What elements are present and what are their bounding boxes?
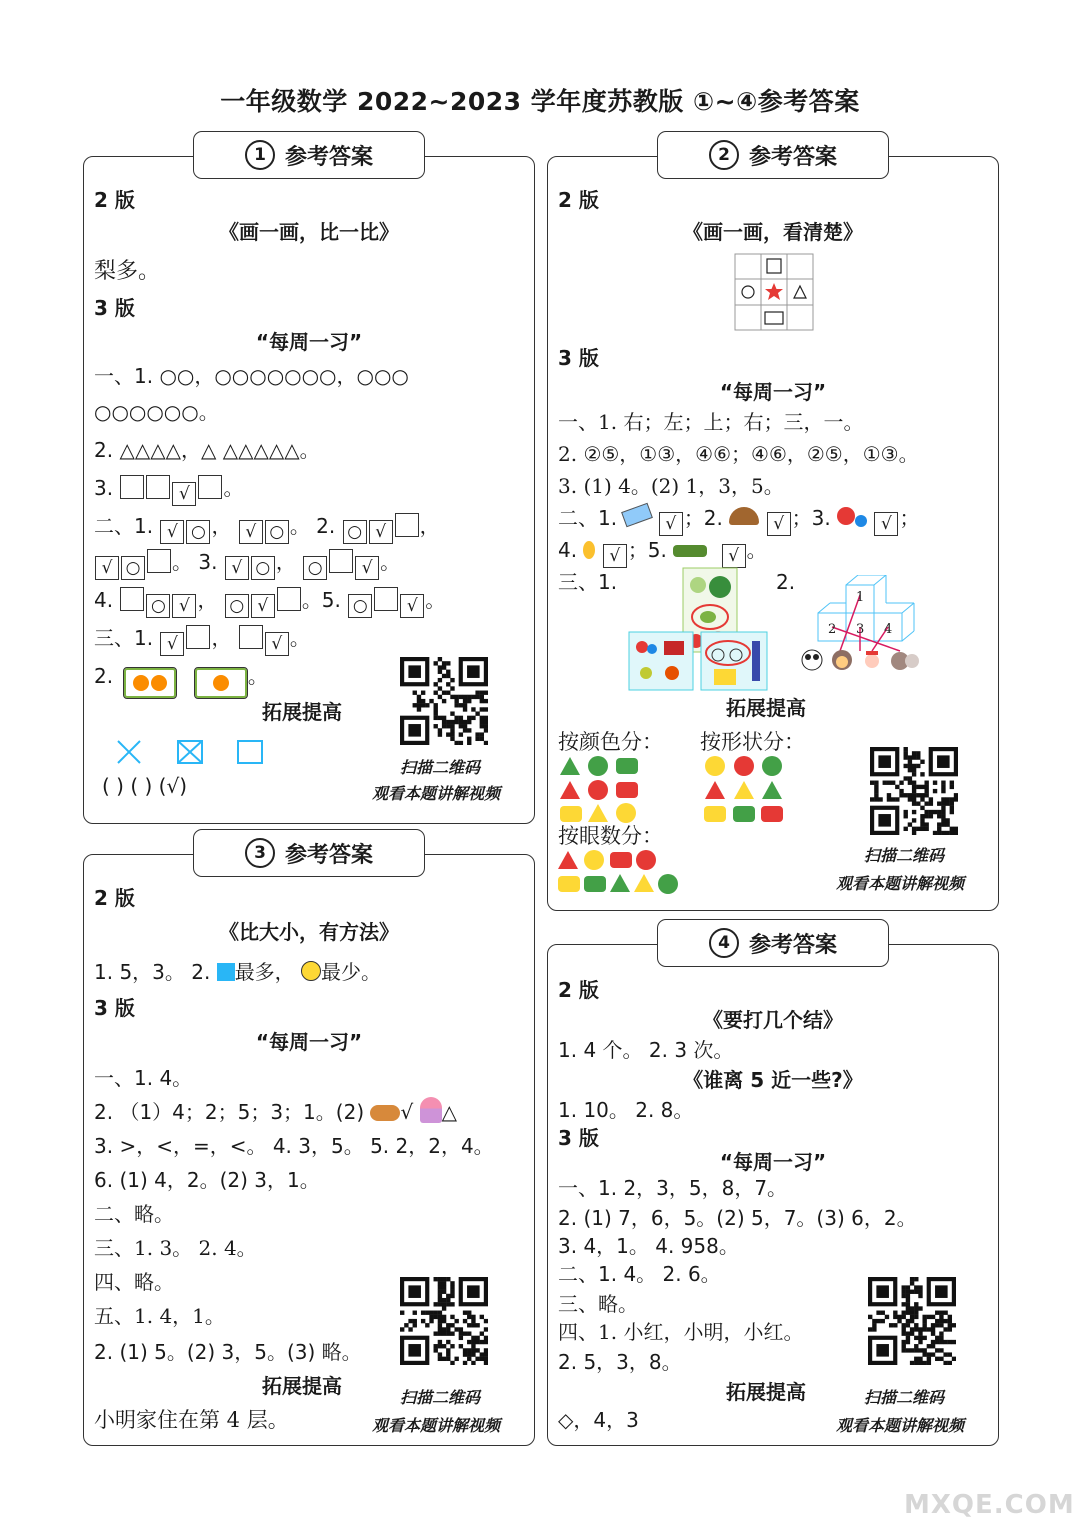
version-label: 3 版 (94, 296, 135, 320)
answer-box: √ (265, 632, 289, 656)
punct: ， (419, 514, 440, 538)
punct: 。 2. (289, 514, 336, 538)
item-number: 2. (776, 570, 796, 594)
answer-box: √ (874, 512, 898, 536)
answer-text: √ (400, 1100, 414, 1124)
answer-box: ○ (225, 594, 249, 618)
answer-line: 一、1. ○○，○○○○○○○，○○○ (94, 364, 409, 388)
answer-panel-3 (83, 854, 535, 1446)
punct: 。 (746, 538, 767, 562)
pineapple-icon (583, 541, 595, 559)
answer-line (94, 475, 243, 506)
extension-title: 拓展提高 (262, 1374, 342, 1398)
answer-box: √ (722, 544, 746, 568)
answer-line (94, 625, 310, 656)
cube-label: 1 (856, 590, 865, 605)
answer-box (186, 625, 210, 649)
punct: 。 (289, 626, 310, 650)
qr-caption: 扫描二维码 (864, 846, 945, 865)
punct: ；2. (683, 506, 723, 530)
version-label: 3 版 (558, 346, 599, 370)
answer-box (329, 549, 353, 573)
circled-number: 3 (245, 838, 275, 868)
answer-box: √ (225, 556, 249, 580)
panel-tab-1 (193, 131, 425, 179)
section-title: 《比大小，有方法》 (219, 920, 399, 944)
section-title: “每周一习” (719, 1150, 827, 1174)
answer-box: √ (160, 632, 184, 656)
panel-tab-4 (657, 919, 889, 967)
answer-line (94, 663, 268, 699)
qr-code (870, 747, 958, 835)
punct: ；3. (791, 506, 831, 530)
qr-caption: 扫描二维码 (400, 1388, 481, 1407)
eraser-icon (622, 503, 654, 528)
answer-box: ○ (343, 520, 367, 544)
qr-caption: 观看本题讲解视频 (836, 874, 965, 893)
answer-box: ○ (265, 520, 289, 544)
cube-label: 4 (884, 622, 893, 637)
circled-number: 2 (709, 140, 739, 170)
answer-line (558, 537, 767, 568)
answer-box: √ (400, 594, 424, 618)
answer-line: 2. ②⑤，①③，④⑥；④⑥，②⑤，①③。 (558, 442, 919, 466)
answer-box: √ (172, 594, 196, 618)
section-title: “每周一习” (255, 1030, 363, 1054)
animals-row (800, 647, 924, 673)
answer-line: 一、1. 4。 (94, 1066, 193, 1090)
answer-box: √ (239, 520, 263, 544)
punct: 。 (247, 664, 268, 688)
answer-line: 1. 4 个。 2. 3 次。 (558, 1038, 734, 1062)
punct: ， (211, 626, 232, 650)
ball-icon (855, 515, 867, 527)
answer-line: 二、略。 (94, 1202, 174, 1226)
section-title: 《要打几个结》 (703, 1008, 843, 1032)
answer-line: 二、1. 4。 2. 6。 (558, 1262, 721, 1286)
tab-label: 参考答案 (284, 144, 373, 170)
answer-box: √ (659, 512, 683, 536)
qr-caption: 观看本题讲解视频 (836, 1416, 965, 1435)
answer-line: 2. 5，3，8。 (558, 1350, 682, 1374)
circled-number: 1 (245, 140, 275, 170)
answer-box: ○ (303, 556, 327, 580)
extension-title: 拓展提高 (262, 700, 342, 724)
punct: 。5. (301, 588, 341, 612)
orange-dot-box (194, 667, 248, 699)
tab-label: 参考答案 (748, 144, 837, 170)
answer-line: 1. 10。 2. 8。 (558, 1098, 694, 1122)
answer-box: ○ (121, 556, 145, 580)
punct: ， (197, 588, 218, 612)
answer-box: √ (355, 556, 379, 580)
item-number: 二、1. (94, 514, 154, 538)
answer-text: 1. 5，3。 2. (94, 960, 211, 984)
answer-line: 3. (1) 4。(2) 1，3，5。 (558, 474, 784, 498)
answer-panel-2 (547, 156, 999, 911)
orange-dots-box (123, 667, 177, 699)
answer-line: 6. (1) 4，2。(2) 3，1。 (94, 1168, 320, 1192)
item-number: 三、1. (94, 626, 154, 650)
answer-line: 四、1. 小红，小明，小红。 (558, 1320, 804, 1344)
answer-line: 三、略。 (558, 1292, 638, 1316)
answer-box (198, 475, 222, 499)
answer-box (374, 587, 398, 611)
hat-icon (729, 507, 759, 525)
answer-line (94, 549, 400, 580)
section-title: 《画一画，比一比》 (219, 220, 399, 244)
version-label: 2 版 (94, 188, 135, 212)
answer-box: ○ (186, 520, 210, 544)
answer-line (94, 1097, 457, 1125)
qr-caption: 扫描二维码 (864, 1388, 945, 1407)
cube-label: 3 (856, 622, 865, 637)
extension-title: 拓展提高 (726, 696, 806, 720)
qr-code (868, 1277, 956, 1365)
answer-line: 一、1. 2，3，5，8，7。 (558, 1176, 788, 1200)
answer-box: √ (160, 520, 184, 544)
answer-box (120, 587, 144, 611)
answer-line: 三、1. 3。 2. 4。 (94, 1236, 257, 1260)
version-label: 2 版 (558, 188, 599, 212)
answer-text: 2. （1）4；2；5；3；1。(2) (94, 1100, 365, 1124)
tab-label: 参考答案 (284, 842, 373, 868)
cupcake-icon (420, 1097, 442, 1123)
punct: ； (899, 506, 920, 530)
punct: 。 (223, 476, 244, 500)
version-label: 3 版 (558, 1126, 599, 1150)
item-number: 二、1. (558, 506, 618, 530)
blue-square-icon (217, 963, 235, 981)
answer-box: ○ (146, 594, 170, 618)
punct: 。 3. (172, 550, 218, 574)
extension-answer: ◇，4，3 (558, 1408, 639, 1432)
answer-box (120, 475, 144, 499)
answer-line: 2. (1) 5。(2) 3，5。(3) 略。 (94, 1340, 362, 1364)
answer-box: √ (172, 482, 196, 506)
item-number: 2. (94, 664, 114, 688)
answer-line: 3. >，<，=，<。 4. 3，5。 5. 2，2，4。 (94, 1134, 494, 1158)
item-number: 4. (558, 538, 578, 562)
punct: ， (275, 550, 296, 574)
version-label: 3 版 (94, 996, 135, 1020)
ping-pong-icon (837, 507, 855, 525)
section-title: “每周一习” (719, 380, 827, 404)
tab-label: 参考答案 (748, 932, 837, 958)
cube-label: 2 (828, 622, 837, 637)
answer-box: ○ (348, 594, 372, 618)
section-title: 《画一画，看清楚》 (683, 220, 863, 244)
answer-box (239, 625, 263, 649)
answer-line: 五、1. 4，1。 (94, 1304, 225, 1328)
punct: 。 (380, 550, 401, 574)
answer-line (558, 505, 919, 536)
extension-shapes (114, 739, 274, 769)
punct: ， (211, 514, 232, 538)
answer-box: √ (603, 544, 627, 568)
version-label: 2 版 (94, 886, 135, 910)
answer-box (147, 549, 171, 573)
watermark: MXQE.COM (904, 1490, 1075, 1520)
yellow-circle-icon (301, 961, 321, 981)
qr-caption: 扫描二维码 (400, 758, 481, 777)
answer-line: 一、1. 右；左；上；右；三，一。 (558, 410, 864, 434)
answer-box: √ (95, 556, 119, 580)
answer-text: 最多， (234, 960, 295, 984)
punct: 。 (425, 588, 446, 612)
answer-text: 最少。 (321, 960, 382, 984)
answer-line: 3. 4，1。 4. 958。 (558, 1234, 739, 1258)
cube-diagram (810, 575, 920, 655)
answer-panel-1 (83, 156, 535, 824)
eye-groups (558, 849, 682, 899)
grid-diagram (734, 253, 814, 331)
answer-box (277, 587, 301, 611)
panel-tab-3 (193, 829, 425, 877)
qr-code (400, 1277, 488, 1365)
section-title: 《谁离 5 近一些?》 (683, 1068, 863, 1092)
group-label: 按眼数分： (558, 824, 663, 848)
qr-caption: 观看本题讲解视频 (372, 784, 501, 803)
answer-box (395, 513, 419, 537)
answer-line: 2. (1) 7，6，5。(2) 5，7。(3) 6，2。 (558, 1206, 917, 1230)
extension-answer: ( ) ( ) (√) (102, 774, 187, 798)
clothes-picture (700, 631, 768, 691)
answer-line (94, 959, 381, 985)
panel-tab-2 (657, 131, 889, 179)
group-label: 按颜色分： (558, 730, 663, 754)
answer-line: 四、略。 (94, 1270, 174, 1294)
extension-answer: 小明家住在第 4 层。 (94, 1408, 289, 1432)
page-title: 一年级数学 2022~2023 学年度苏教版 ①~④参考答案 (220, 87, 860, 116)
item-number: 3. (94, 476, 114, 500)
item-number: 4. (94, 588, 114, 612)
answer-box: √ (251, 594, 275, 618)
answer-box: √ (767, 512, 791, 536)
bread-icon (370, 1105, 400, 1121)
shape-groups (704, 755, 788, 825)
answer-box: √ (369, 520, 393, 544)
color-groups (560, 755, 644, 825)
answer-line (94, 587, 445, 618)
answer-line: ○○○○○○。 (94, 400, 219, 424)
qr-caption: 观看本题讲解视频 (372, 1416, 501, 1435)
answer-line: 2. △△△△，△ △△△△△。 (94, 438, 320, 462)
answer-panel-4 (547, 944, 999, 1446)
answer-line (94, 513, 440, 544)
punct: ；5. (627, 538, 667, 562)
section-title: “每周一习” (255, 330, 363, 354)
tank-icon (673, 545, 707, 557)
group-label: 按形状分： (700, 730, 805, 754)
version-label: 2 版 (558, 978, 599, 1002)
answer-text: 梨多。 (94, 259, 161, 284)
answer-line: 三、1. (558, 570, 618, 594)
toys-picture (628, 631, 694, 691)
answer-text: △ (441, 1100, 457, 1124)
qr-code (400, 657, 488, 745)
extension-title: 拓展提高 (726, 1380, 806, 1404)
answer-box: ○ (251, 556, 275, 580)
answer-box (146, 475, 170, 499)
circled-number: 4 (709, 928, 739, 958)
